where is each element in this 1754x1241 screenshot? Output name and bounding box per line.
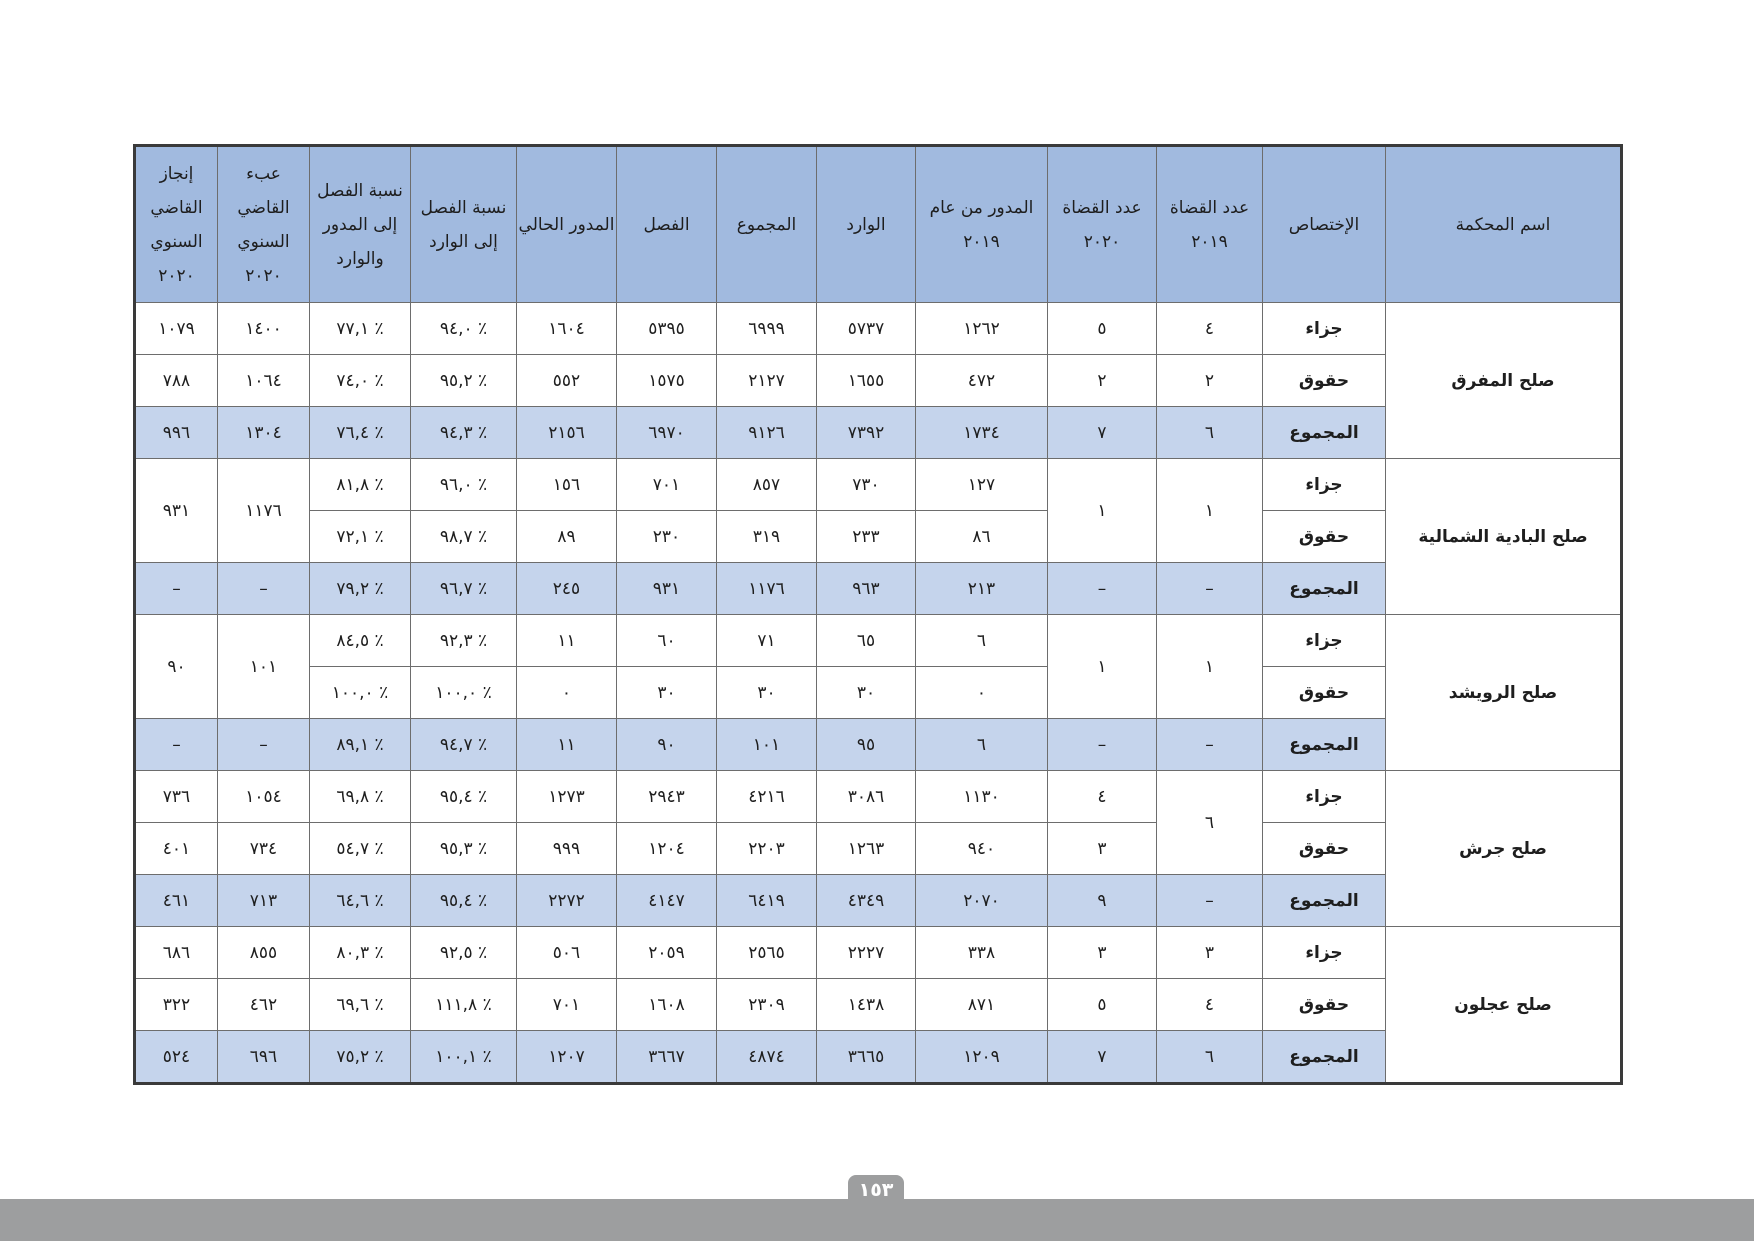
judge-load-cell: ١٣٠٤: [218, 407, 310, 459]
ratio-incoming-cell: ٪ ٩٥,٢: [411, 355, 517, 407]
incoming-cell: ٤٣٤٩: [817, 875, 916, 927]
ratio-all-cell: ٪ ١٠٠,٠: [310, 667, 411, 719]
judge-load-cell: ٧١٣: [218, 875, 310, 927]
header-incoming: الوارد: [817, 146, 916, 303]
judge-output-cell: ٩٩٦: [135, 407, 218, 459]
judges-2020-cell: ٣: [1048, 927, 1157, 979]
incoming-cell: ٦٥: [817, 615, 916, 667]
judges-2020-cell: –: [1048, 719, 1157, 771]
specialty-cell: المجموع: [1263, 563, 1386, 615]
total-cell: ٧١: [717, 615, 817, 667]
current-carried-cell: ٢٢٧٢: [517, 875, 617, 927]
current-carried-cell: ١٢٧٣: [517, 771, 617, 823]
total-cell: ٣٠: [717, 667, 817, 719]
total-cell: ٣١٩: [717, 511, 817, 563]
ratio-incoming-cell: ٪ ٩٥,٤: [411, 875, 517, 927]
footer-bar: [0, 1199, 1754, 1241]
header-total: المجموع: [717, 146, 817, 303]
carried-2019-cell: ٢٠٧٠: [916, 875, 1048, 927]
ratio-all-cell: ٪ ٧٤,٠: [310, 355, 411, 407]
resolved-cell: ٥٣٩٥: [617, 303, 717, 355]
current-carried-cell: ١١: [517, 615, 617, 667]
judges-2020-cell: ٧: [1048, 407, 1157, 459]
ratio-all-cell: ٪ ٧٢,١: [310, 511, 411, 563]
judges-2020-cell: ٩: [1048, 875, 1157, 927]
judge-load-cell: ١٠٥٤: [218, 771, 310, 823]
judges-2019-cell: –: [1157, 563, 1263, 615]
carried-2019-cell: ٣٣٨: [916, 927, 1048, 979]
judge-output-cell: ٤٦١: [135, 875, 218, 927]
specialty-cell: جزاء: [1263, 303, 1386, 355]
carried-2019-cell: ٠: [916, 667, 1048, 719]
ratio-all-cell: ٪ ٧٥,٢: [310, 1031, 411, 1084]
specialty-cell: حقوق: [1263, 979, 1386, 1031]
ratio-incoming-cell: ٪ ٩٥,٤: [411, 771, 517, 823]
ratio-all-cell: ٪ ٥٤,٧: [310, 823, 411, 875]
total-cell: ٩١٢٦: [717, 407, 817, 459]
header-resolved: الفصل: [617, 146, 717, 303]
ratio-all-cell: ٪ ٧٧,١: [310, 303, 411, 355]
header-resolved-to-carried-incoming: نسبة الفصل إلى المدور والوارد: [310, 146, 411, 303]
incoming-cell: ٢٢٢٧: [817, 927, 916, 979]
judges-2019-cell: ٤: [1157, 303, 1263, 355]
incoming-cell: ٧٣٠: [817, 459, 916, 511]
current-carried-cell: ٨٩: [517, 511, 617, 563]
ratio-incoming-cell: ٪ ١٠٠,٠: [411, 667, 517, 719]
judge-load-cell: ٧٣٤: [218, 823, 310, 875]
incoming-cell: ٥٧٣٧: [817, 303, 916, 355]
ratio-incoming-cell: ٪ ٩٢,٥: [411, 927, 517, 979]
court-name-cell: صلح البادية الشمالية: [1386, 459, 1622, 615]
ratio-all-cell: ٪ ٧٩,٢: [310, 563, 411, 615]
judge-output-cell: ٥٢٤: [135, 1031, 218, 1084]
carried-2019-cell: ١٢٠٩: [916, 1031, 1048, 1084]
current-carried-cell: ١٢٠٧: [517, 1031, 617, 1084]
judge-load-cell: ٤٦٢: [218, 979, 310, 1031]
specialty-cell: المجموع: [1263, 1031, 1386, 1084]
ratio-all-cell: ٪ ٦٤,٦: [310, 875, 411, 927]
current-carried-cell: ١٦٠٤: [517, 303, 617, 355]
incoming-cell: ١٢٦٣: [817, 823, 916, 875]
header-resolved-to-incoming: نسبة الفصل إلى الوارد: [411, 146, 517, 303]
judges-2019-cell: ٦: [1157, 407, 1263, 459]
carried-2019-cell: ٦: [916, 719, 1048, 771]
judges-2020-cell: ٤: [1048, 771, 1157, 823]
judges-2019-cell: ١: [1157, 459, 1263, 563]
judges-2020-cell: ٥: [1048, 979, 1157, 1031]
current-carried-cell: ١١: [517, 719, 617, 771]
judge-load-cell: ١٠١: [218, 615, 310, 719]
resolved-cell: ١٥٧٥: [617, 355, 717, 407]
specialty-cell: جزاء: [1263, 459, 1386, 511]
carried-2019-cell: ١٢٧: [916, 459, 1048, 511]
current-carried-cell: ٩٩٩: [517, 823, 617, 875]
specialty-cell: حقوق: [1263, 355, 1386, 407]
ratio-incoming-cell: ٪ ٩٨,٧: [411, 511, 517, 563]
judges-2019-cell: ٢: [1157, 355, 1263, 407]
total-cell: ٢٥٦٥: [717, 927, 817, 979]
judge-load-cell: –: [218, 719, 310, 771]
court-name-cell: صلح جرش: [1386, 771, 1622, 927]
judges-2019-cell: ٦: [1157, 1031, 1263, 1084]
ratio-incoming-cell: ٪ ٩٦,٠: [411, 459, 517, 511]
judges-2020-cell: ٧: [1048, 1031, 1157, 1084]
total-cell: ٢١٢٧: [717, 355, 817, 407]
header-judges-2020: عدد القضاة ٢٠٢٠: [1048, 146, 1157, 303]
incoming-cell: ٣٦٦٥: [817, 1031, 916, 1084]
total-cell: ٤٢١٦: [717, 771, 817, 823]
header-court-name: اسم المحكمة: [1386, 146, 1622, 303]
carried-2019-cell: ٤٧٢: [916, 355, 1048, 407]
total-cell: ٨٥٧: [717, 459, 817, 511]
incoming-cell: ٩٦٣: [817, 563, 916, 615]
current-carried-cell: ٥٥٢: [517, 355, 617, 407]
carried-2019-cell: ١١٣٠: [916, 771, 1048, 823]
current-carried-cell: ٧٠١: [517, 979, 617, 1031]
specialty-cell: جزاء: [1263, 771, 1386, 823]
resolved-cell: ١٦٠٨: [617, 979, 717, 1031]
judge-load-cell: –: [218, 563, 310, 615]
ratio-all-cell: ٪ ٦٩,٨: [310, 771, 411, 823]
total-cell: ٤٨٧٤: [717, 1031, 817, 1084]
judges-2020-cell: ٥: [1048, 303, 1157, 355]
resolved-cell: ٦٠: [617, 615, 717, 667]
carried-2019-cell: ٦: [916, 615, 1048, 667]
incoming-cell: ٩٥: [817, 719, 916, 771]
judge-output-cell: ٣٢٢: [135, 979, 218, 1031]
page-number: ١٥٣: [848, 1175, 904, 1205]
incoming-cell: ١٦٥٥: [817, 355, 916, 407]
resolved-cell: ٤١٤٧: [617, 875, 717, 927]
court-statistics-table: [133, 144, 1623, 1085]
incoming-cell: ٣٠٨٦: [817, 771, 916, 823]
resolved-cell: ٣٦٦٧: [617, 1031, 717, 1084]
resolved-cell: ٢٣٠: [617, 511, 717, 563]
carried-2019-cell: ٩٤٠: [916, 823, 1048, 875]
judge-output-cell: ٩٠: [135, 615, 218, 719]
judges-2020-cell: –: [1048, 563, 1157, 615]
judges-2019-cell: –: [1157, 719, 1263, 771]
ratio-all-cell: ٪ ٨١,٨: [310, 459, 411, 511]
specialty-cell: جزاء: [1263, 927, 1386, 979]
judges-2020-cell: ٣: [1048, 823, 1157, 875]
resolved-cell: ٢٠٥٩: [617, 927, 717, 979]
ratio-all-cell: ٪ ٨٤,٥: [310, 615, 411, 667]
specialty-cell: المجموع: [1263, 407, 1386, 459]
ratio-incoming-cell: ٪ ١٠٠,١: [411, 1031, 517, 1084]
judges-2019-cell: –: [1157, 875, 1263, 927]
judge-output-cell: –: [135, 719, 218, 771]
judge-load-cell: ١٤٠٠: [218, 303, 310, 355]
current-carried-cell: ٢٤٥: [517, 563, 617, 615]
judge-load-cell: ١٠٦٤: [218, 355, 310, 407]
ratio-incoming-cell: ٪ ١١١,٨: [411, 979, 517, 1031]
carried-2019-cell: ٢١٣: [916, 563, 1048, 615]
total-cell: ٢٢٠٣: [717, 823, 817, 875]
resolved-cell: ٢٩٤٣: [617, 771, 717, 823]
ratio-incoming-cell: ٪ ٩٤,٣: [411, 407, 517, 459]
total-cell: ٦٤١٩: [717, 875, 817, 927]
ratio-all-cell: ٪ ٦٩,٦: [310, 979, 411, 1031]
incoming-cell: ٧٣٩٢: [817, 407, 916, 459]
current-carried-cell: ٠: [517, 667, 617, 719]
current-carried-cell: ١٥٦: [517, 459, 617, 511]
carried-2019-cell: ٨٧١: [916, 979, 1048, 1031]
carried-2019-cell: ١٢٦٢: [916, 303, 1048, 355]
header-specialty: الإختصاص: [1263, 146, 1386, 303]
specialty-cell: المجموع: [1263, 719, 1386, 771]
table-row: [135, 615, 1622, 667]
judge-output-cell: ٧٣٦: [135, 771, 218, 823]
resolved-cell: ١٢٠٤: [617, 823, 717, 875]
table-header-row: [135, 146, 1622, 303]
judges-2019-cell: ٣: [1157, 927, 1263, 979]
judge-output-cell: ٧٨٨: [135, 355, 218, 407]
table-row: [135, 927, 1622, 979]
resolved-cell: ٦٩٧٠: [617, 407, 717, 459]
court-name-cell: صلح الرويشد: [1386, 615, 1622, 771]
total-cell: ٦٩٩٩: [717, 303, 817, 355]
resolved-cell: ٣٠: [617, 667, 717, 719]
incoming-cell: ١٤٣٨: [817, 979, 916, 1031]
total-cell: ١٠١: [717, 719, 817, 771]
current-carried-cell: ٢١٥٦: [517, 407, 617, 459]
resolved-cell: ٩٠: [617, 719, 717, 771]
ratio-all-cell: ٪ ٨٠,٣: [310, 927, 411, 979]
specialty-cell: المجموع: [1263, 875, 1386, 927]
court-name-cell: صلح عجلون: [1386, 927, 1622, 1084]
judges-2020-cell: ٢: [1048, 355, 1157, 407]
judges-2019-cell: ٤: [1157, 979, 1263, 1031]
specialty-cell: حقوق: [1263, 823, 1386, 875]
carried-2019-cell: ٨٦: [916, 511, 1048, 563]
judge-output-cell: ١٠٧٩: [135, 303, 218, 355]
specialty-cell: حقوق: [1263, 511, 1386, 563]
header-annual-judge-output: إنجاز القاضي السنوي ٢٠٢٠: [135, 146, 218, 303]
judge-load-cell: ١١٧٦: [218, 459, 310, 563]
ratio-incoming-cell: ٪ ٩٢,٣: [411, 615, 517, 667]
incoming-cell: ٣٠: [817, 667, 916, 719]
ratio-incoming-cell: ٪ ٩٤,٠: [411, 303, 517, 355]
total-cell: ١١٧٦: [717, 563, 817, 615]
judge-output-cell: –: [135, 563, 218, 615]
header-carried-2019: المدور من عام ٢٠١٩: [916, 146, 1048, 303]
incoming-cell: ٢٣٣: [817, 511, 916, 563]
header-judges-2019: عدد القضاة ٢٠١٩: [1157, 146, 1263, 303]
ratio-incoming-cell: ٪ ٩٦,٧: [411, 563, 517, 615]
judges-2020-cell: ١: [1048, 459, 1157, 563]
ratio-incoming-cell: ٪ ٩٥,٣: [411, 823, 517, 875]
judges-2019-cell: ٦: [1157, 771, 1263, 875]
ratio-all-cell: ٪ ٧٦,٤: [310, 407, 411, 459]
judges-2020-cell: ١: [1048, 615, 1157, 719]
judge-load-cell: ٦٩٦: [218, 1031, 310, 1084]
resolved-cell: ٩٣١: [617, 563, 717, 615]
specialty-cell: حقوق: [1263, 667, 1386, 719]
resolved-cell: ٧٠١: [617, 459, 717, 511]
total-cell: ٢٣٠٩: [717, 979, 817, 1031]
table-row: [135, 771, 1622, 823]
judge-load-cell: ٨٥٥: [218, 927, 310, 979]
current-carried-cell: ٥٠٦: [517, 927, 617, 979]
ratio-all-cell: ٪ ٨٩,١: [310, 719, 411, 771]
carried-2019-cell: ١٧٣٤: [916, 407, 1048, 459]
judge-output-cell: ٩٣١: [135, 459, 218, 563]
header-current-carried: المدور الحالي: [517, 146, 617, 303]
judge-output-cell: ٤٠١: [135, 823, 218, 875]
ratio-incoming-cell: ٪ ٩٤,٧: [411, 719, 517, 771]
judges-2019-cell: ١: [1157, 615, 1263, 719]
judge-output-cell: ٦٨٦: [135, 927, 218, 979]
table-row: [135, 459, 1622, 511]
specialty-cell: جزاء: [1263, 615, 1386, 667]
court-name-cell: صلح المفرق: [1386, 303, 1622, 459]
table-row: [135, 303, 1622, 355]
header-annual-judge-load: عبء القاضي السنوي ٢٠٢٠: [218, 146, 310, 303]
